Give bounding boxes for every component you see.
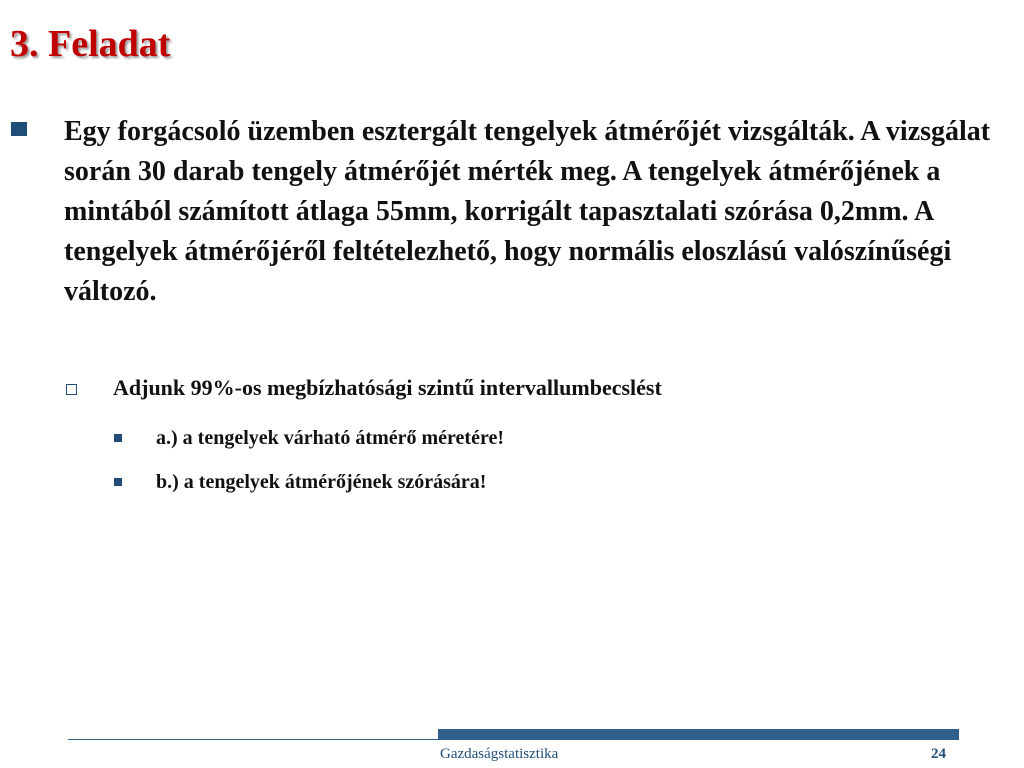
list-item: a.) a tengelyek várható átmérő méretére! bbox=[156, 427, 505, 449]
slide-title: 3. Feladat bbox=[10, 23, 171, 65]
main-paragraph: Egy forgácsoló üzemben esztergált tengelyek átmérőjét vizsgálták. A vizsgálat során 30 darab tengely átmérőjét mérték meg. A tengelyek átmérőjének a mintából számított átlaga 55mm, korrigált tapasztalati szórása 0,2mm. A tengelyek átmérőjéről feltételezhető, hogy normális eloszlású valószínűségi változó. bbox=[64, 116, 991, 307]
page-number: 24 bbox=[931, 746, 946, 762]
small-square-bullet-icon bbox=[114, 478, 122, 486]
footer-divider bbox=[68, 739, 959, 740]
small-square-bullet-icon bbox=[114, 434, 122, 442]
hollow-square-bullet-icon bbox=[66, 384, 77, 395]
footer-course-name: Gazdaságstatisztika bbox=[440, 746, 559, 762]
square-bullet-icon bbox=[11, 122, 27, 136]
sub-paragraph: Adjunk 99%-os megbízhatósági szintű intervallumbecslést bbox=[113, 375, 662, 400]
list-item: b.) a tengelyek átmérőjének szórására! bbox=[156, 471, 487, 493]
